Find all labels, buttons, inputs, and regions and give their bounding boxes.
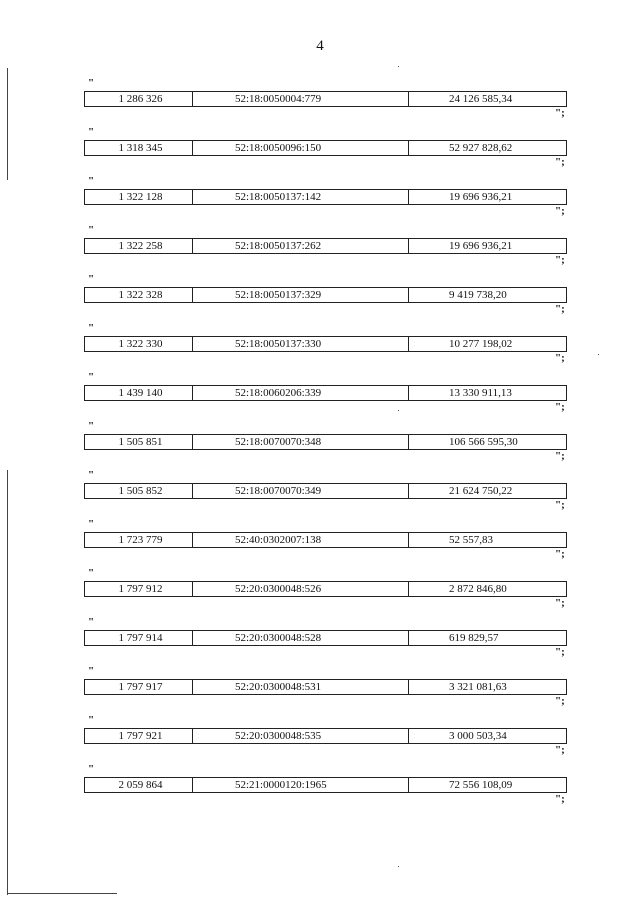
closing-quote: "; <box>555 744 565 756</box>
list-item <box>0 764 640 813</box>
cadastral-value-cell: 19 696 936,21 <box>449 240 513 252</box>
closing-quote: "; <box>555 793 565 805</box>
table-row <box>84 630 567 646</box>
cadastral-number-cell: 52:21:0000120:1965 <box>193 778 409 792</box>
cadastral-number-cell: 52:18:0050137:262 <box>193 239 409 253</box>
opening-quote: " <box>88 567 95 579</box>
object-number-cell: 1 322 328 <box>85 288 193 302</box>
cadastral-value-cell: 619 829,57 <box>449 632 499 644</box>
cadastral-value-cell: 52 927 828,62 <box>449 142 513 154</box>
cadastral-number-cell: 52:20:0300048:535 <box>193 729 409 743</box>
table-row <box>84 91 567 107</box>
list-item <box>0 78 640 127</box>
opening-quote: " <box>88 371 95 383</box>
closing-quote: "; <box>555 205 565 217</box>
cadastral-value-cell: 9 419 738,20 <box>449 289 507 301</box>
opening-quote: " <box>88 763 95 775</box>
opening-quote: " <box>88 518 95 530</box>
closing-quote: "; <box>555 352 565 364</box>
cadastral-number-cell: 52:18:0060206:339 <box>193 386 409 400</box>
cadastral-value-cell: 19 696 936,21 <box>449 191 513 203</box>
cadastral-number-cell: 52:18:0050137:329 <box>193 288 409 302</box>
cadastral-value-cell: 72 556 108,09 <box>449 779 513 791</box>
list-item <box>0 617 640 666</box>
opening-quote: " <box>88 469 95 481</box>
cadastral-value-cell: 52 557,83 <box>449 534 493 546</box>
object-number-cell: 1 797 921 <box>85 729 193 743</box>
object-number-cell: 1 318 345 <box>85 141 193 155</box>
page-number: 4 <box>316 38 324 54</box>
closing-quote: "; <box>555 107 565 119</box>
list-item <box>0 323 640 372</box>
opening-quote: " <box>88 77 95 89</box>
cadastral-value-cell: 2 872 846,80 <box>449 583 507 595</box>
cadastral-number-cell: 52:18:0050004:779 <box>193 92 409 106</box>
object-number-cell: 1 723 779 <box>85 533 193 547</box>
cadastral-number-cell: 52:18:0070070:348 <box>193 435 409 449</box>
opening-quote: " <box>88 273 95 285</box>
closing-quote: "; <box>555 254 565 266</box>
list-item <box>0 568 640 617</box>
object-number-cell: 1 797 917 <box>85 680 193 694</box>
cadastral-number-cell: 52:18:0050137:330 <box>193 337 409 351</box>
table-row <box>84 581 567 597</box>
object-number-cell: 1 322 330 <box>85 337 193 351</box>
cadastral-number-cell: 52:18:0050137:142 <box>193 190 409 204</box>
opening-quote: " <box>88 126 95 138</box>
cadastral-number-cell: 52:40:0302007:138 <box>193 533 409 547</box>
closing-quote: "; <box>555 646 565 658</box>
closing-quote: "; <box>555 156 565 168</box>
list-item <box>0 421 640 470</box>
object-number-cell: 2 059 864 <box>85 778 193 792</box>
scan-edge-line <box>7 893 117 894</box>
object-number-cell: 1 322 258 <box>85 239 193 253</box>
table-row <box>84 385 567 401</box>
closing-quote: "; <box>555 401 565 413</box>
object-number-cell: 1 797 914 <box>85 631 193 645</box>
cadastral-value-cell: 106 566 595,30 <box>449 436 518 448</box>
cadastral-number-cell: 52:20:0300048:531 <box>193 680 409 694</box>
table-row <box>84 679 567 695</box>
cadastral-number-cell: 52:20:0300048:526 <box>193 582 409 596</box>
table-row <box>84 140 567 156</box>
object-number-cell: 1 439 140 <box>85 386 193 400</box>
opening-quote: " <box>88 665 95 677</box>
opening-quote: " <box>88 175 95 187</box>
cadastral-value-cell: 13 330 911,13 <box>449 387 512 399</box>
closing-quote: "; <box>555 450 565 462</box>
closing-quote: "; <box>555 597 565 609</box>
table-row <box>84 532 567 548</box>
list-item <box>0 127 640 176</box>
object-number-cell: 1 505 852 <box>85 484 193 498</box>
cadastral-value-cell: 24 126 585,34 <box>449 93 513 105</box>
list-item <box>0 470 640 519</box>
list-item <box>0 225 640 274</box>
object-number-cell: 1 505 851 <box>85 435 193 449</box>
cadastral-number-cell: 52:20:0300048:528 <box>193 631 409 645</box>
closing-quote: "; <box>555 548 565 560</box>
list-item <box>0 519 640 568</box>
table-row <box>84 728 567 744</box>
opening-quote: " <box>88 322 95 334</box>
list-item <box>0 274 640 323</box>
list-item <box>0 666 640 715</box>
table-row <box>84 483 567 499</box>
table-row <box>84 777 567 793</box>
cadastral-number-cell: 52:18:0070070:349 <box>193 484 409 498</box>
opening-quote: " <box>88 420 95 432</box>
table-row <box>84 287 567 303</box>
table-row <box>84 238 567 254</box>
cadastral-value-cell: 3 000 503,34 <box>449 730 507 742</box>
list-item <box>0 176 640 225</box>
table-row <box>84 189 567 205</box>
cadastral-number-cell: 52:18:0050096:150 <box>193 141 409 155</box>
opening-quote: " <box>88 714 95 726</box>
object-number-cell: 1 322 128 <box>85 190 193 204</box>
table-row <box>84 336 567 352</box>
list-item <box>0 372 640 421</box>
cadastral-value-cell: 10 277 198,02 <box>449 338 513 350</box>
cadastral-value-cell: 21 624 750,22 <box>449 485 513 497</box>
object-number-cell: 1 797 912 <box>85 582 193 596</box>
closing-quote: "; <box>555 303 565 315</box>
closing-quote: "; <box>555 695 565 707</box>
closing-quote: "; <box>555 499 565 511</box>
opening-quote: " <box>88 224 95 236</box>
opening-quote: " <box>88 616 95 628</box>
table-row <box>84 434 567 450</box>
list-item <box>0 715 640 764</box>
cadastral-value-cell: 3 321 081,63 <box>449 681 507 693</box>
object-number-cell: 1 286 326 <box>85 92 193 106</box>
